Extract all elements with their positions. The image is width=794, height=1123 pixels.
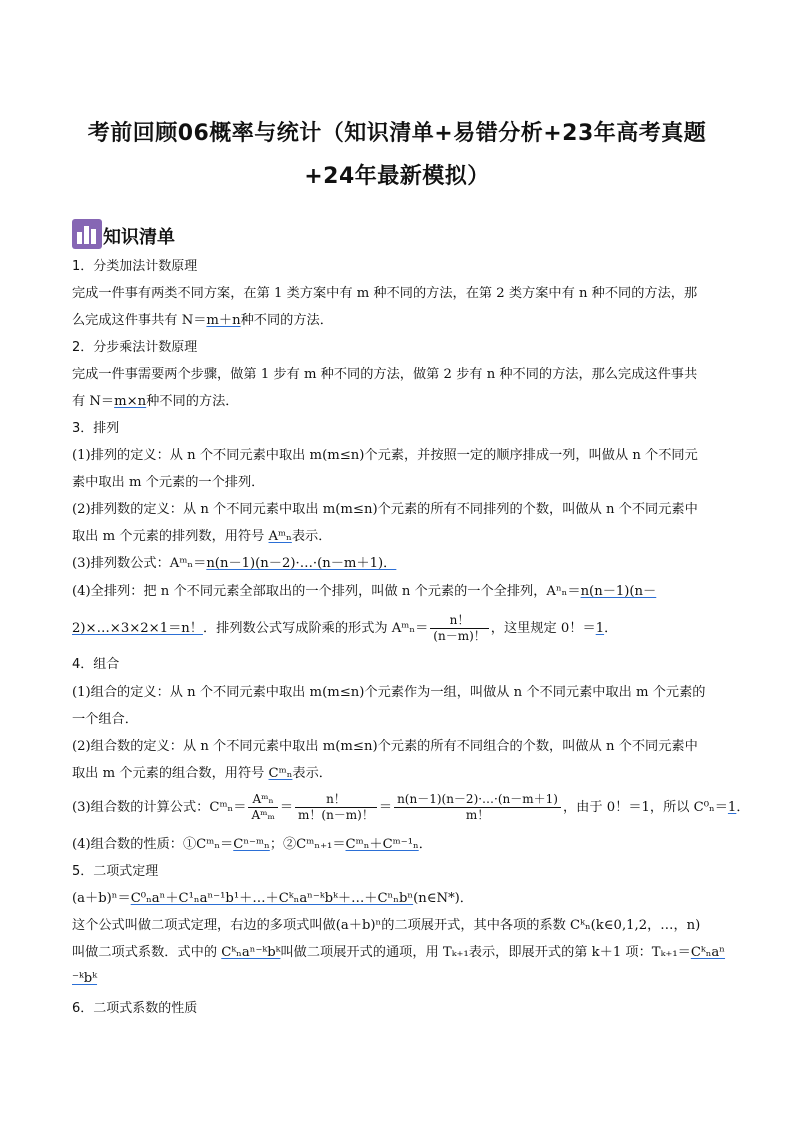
text: 种不同的方法． <box>240 313 333 328</box>
s4-p2-line-1: (2)组合数的定义：从 n 个不同元素中取出 m(m≤n)个元素的所有不同组合的个数，叫做从 n 个不同元素中 <box>72 739 698 754</box>
s4-p2-line-2 <box>72 765 332 783</box>
text: (3)组合数的计算公式：Cᵐₙ＝ <box>72 800 247 815</box>
text: ，由于 0！＝1，所以 C⁰ₙ＝ <box>562 800 728 815</box>
heading-5: 5．二项式定理 <box>72 864 159 879</box>
answer-blank: C⁰ₙaⁿ＋C¹ₙaⁿ⁻¹b¹＋…＋Cᵏₙaⁿ⁻ᵏbᵏ＋…＋Cⁿₙbⁿ <box>130 891 414 906</box>
text: ；②Cᵐₙ₊₁＝ <box>269 837 346 852</box>
answer-blank: Cᵏₙaⁿ <box>690 945 726 960</box>
answer-blank: m×n <box>114 394 147 409</box>
answer-blank: m＋n <box>206 313 241 328</box>
title-line-1: 考前回顾06概率与统计（知识清单+易错分析+23年高考真题 <box>87 121 707 146</box>
answer-blank: n(n－1)(n－ <box>580 584 657 599</box>
heading-4: 4．组合 <box>72 657 120 672</box>
answer-blank: Cᵐₙ <box>268 766 293 781</box>
heading-1: 1．分类加法计数原理 <box>72 259 198 274</box>
s5-line-2 <box>72 944 725 962</box>
text: ．排列数公式写成阶乘的形式为 Aᵐₙ＝ <box>202 621 429 636</box>
s2-line-1: 完成一件事需要两个步骤，做第 1 步有 m 种不同的方法，做第 2 步有 n 种不同的方法，那么完成这件事共 <box>72 367 698 382</box>
fraction-1 <box>248 792 277 823</box>
heading-2: 2．分步乘法计数原理 <box>72 340 198 355</box>
s4-p1-line-1: (1)组合的定义：从 n 个不同元素中取出 m(m≤n)个元素作为一组，叫做从 n 个不同元素中取出 m 个元素的 <box>72 685 706 700</box>
text: ． <box>418 837 432 852</box>
text: (a＋b)ⁿ＝ <box>72 891 131 906</box>
s4-p1-line-2: 一个组合． <box>72 712 138 727</box>
s2-line-2 <box>72 393 238 411</box>
text: 表示． <box>292 766 332 781</box>
section-title: 知识清单 <box>103 227 175 248</box>
fraction-denominator: m！ <box>465 808 490 822</box>
text: ，这里规定 0！＝ <box>490 621 596 636</box>
fraction-3 <box>394 792 561 823</box>
text: ． <box>604 621 618 636</box>
text: (n∈N*)． <box>413 891 473 906</box>
text: 取出 m 个元素的组合数，用符号 <box>72 766 269 781</box>
document-title <box>60 112 734 198</box>
text: (4)组合数的性质：①Cᵐₙ＝ <box>72 837 234 852</box>
answer-blank: 1 <box>595 621 605 636</box>
answer-blank: 1 <box>727 800 737 815</box>
s4-p4 <box>72 836 432 854</box>
title-line-2: +24年最新模拟） <box>304 164 490 189</box>
text: ． <box>736 800 750 815</box>
answer-blank: Aᵐₙ <box>268 529 292 544</box>
factorial-fraction <box>430 613 488 644</box>
text: 么完成这件事共有 N＝ <box>72 313 207 328</box>
s3-p2-line-2 <box>72 528 331 546</box>
equals-sign: ＝ <box>378 800 393 815</box>
heading-6: 6．二项式系数的性质 <box>72 1001 198 1016</box>
answer-blank: Cⁿ⁻ᵐₙ <box>233 837 270 852</box>
s3-p3 <box>72 555 396 573</box>
fraction-numerator: n！ <box>295 792 377 808</box>
text: 种不同的方法． <box>146 394 239 409</box>
s3-p4-line-2 <box>72 612 617 646</box>
answer-blank: Cᵏₙaⁿ⁻ᵏbᵏ <box>221 945 281 960</box>
fraction-numerator: n！ <box>430 613 488 629</box>
fraction-2 <box>295 792 377 823</box>
s3-p1-line-2: 素中取出 m 个元素的一个排列． <box>72 475 265 490</box>
text: 有 N＝ <box>72 394 115 409</box>
s3-p1-line-1: (1)排列的定义：从 n 个不同元素中取出 m(m≤n)个元素，并按照一定的顺序排成一列，叫做从 n 个不同元 <box>72 448 698 463</box>
answer-blank: 2)×…×3×2×1＝n！ <box>72 621 203 636</box>
bar-chart-icon <box>72 219 102 249</box>
text: (3)排列数公式：Aᵐₙ＝ <box>72 556 207 571</box>
fraction-denominator: m！(n－m)！ <box>298 808 374 822</box>
answer-blank: ⁻ᵏbᵏ <box>72 971 98 986</box>
s3-p4-line-1 <box>72 583 656 601</box>
text: 叫做二项展开式的通项，用 Tₖ₊₁表示，即展开式的第 k＋1 项：Tₖ₊₁＝ <box>280 945 691 960</box>
s4-p3 <box>72 791 750 825</box>
fraction-denominator: (n－m)！ <box>433 629 486 643</box>
s3-p2-line-1: (2)排列数的定义：从 n 个不同元素中取出 m(m≤n)个元素的所有不同排列的个数，叫做从 n 个不同元素中 <box>72 502 698 517</box>
text: (4)全排列：把 n 个不同元素全部取出的一个排列，叫做 n 个元素的一个全排列，Aⁿₙ＝ <box>72 584 581 599</box>
s5-line-1: 这个公式叫做二项式定理，右边的多项式叫做(a＋b)ⁿ的二项展开式，其中各项的系数 Cᵏₙ(k∈0,1,2，…，n) <box>72 918 701 933</box>
s1-line-1: 完成一件事有两类不同方案，在第 1 类方案中有 m 种不同的方法，在第 2 类方案中有 n 种不同的方法，那 <box>72 286 698 301</box>
section-header <box>72 215 175 249</box>
fraction-denominator: Aᵐₘ <box>251 808 275 822</box>
text: 表示． <box>291 529 332 544</box>
text: 取出 m 个元素的排列数，用符号 <box>72 529 269 544</box>
binomial-formula <box>72 890 473 908</box>
equals-sign: ＝ <box>279 800 294 815</box>
fraction-numerator: n(n－1)(n－2)·…·(n－m＋1) <box>394 792 561 808</box>
fraction-numerator: Aᵐₙ <box>248 792 277 808</box>
answer-blank: Cᵐₙ＋Cᵐ⁻¹ₙ <box>345 837 419 852</box>
answer-blank: n(n－1)(n－2)·…·(n－m＋1)． <box>206 556 397 571</box>
s1-line-2 <box>72 312 333 330</box>
text: 叫做二项式系数．式中的 <box>72 945 222 960</box>
heading-3: 3．排列 <box>72 421 120 436</box>
s5-line-3 <box>72 970 97 988</box>
